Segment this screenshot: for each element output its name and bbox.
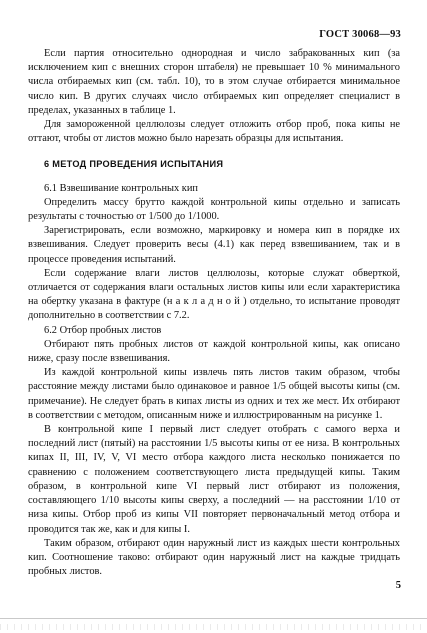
section-title: 6 МЕТОД ПРОВЕДЕНИЯ ИСПЫТАНИЯ xyxy=(44,159,224,170)
paragraph-outer-sheet-ratio: Таким образом, отбирают один наружный лист из каждых шести контрольных кип. Соотношение таково: отбирают один наружный лист на каждые тридцать пробных листов. xyxy=(28,537,400,578)
paragraph-batch-uniformity: Если партия относительно однородная и число забракованных кип (за исключением кип с внешних сторон штабеля) не превышает 10 % минимального числа отбираемых кип (см. табл. 10), то в этом случае отбирается минимальное число кип. В других случаях число отбираемых кип определяет специалист в пределах, указанных в таблице 1. xyxy=(28,48,400,116)
paragraph-frozen-pulp: Для замороженной целлюлозы следует отложить отбор проб, пока кипы не оттают, чтобы от листов можно было нарезать образцы для испытания. xyxy=(28,119,400,145)
page-content xyxy=(28,47,400,579)
subsection-title-sampling: 6.2 Отбор пробных листов xyxy=(44,324,162,336)
paragraph-register-marking: Зарегистрировать, если возможно, маркировку и номера кип в порядке их взвешивания. Следует проверить весы (4.1) как перед взвешиванием, так и в процессе проведения испытаний. xyxy=(28,225,400,265)
paragraph-bale-positions: В контрольной кипе I первый лист следует отобрать с самого верха и последний лист (пятый) на расстоянии 1/5 высоты кипы от ее низа. В контрольных кипах II, III, IV, V, VI место отбора каждого листа несколько понижается по сравнению с положением соответствующего листа предыдущей кипы. Таким образом, в контрольной кипе VI первый лист отбирают из положения, составляющего 1/10 высоты кипы сверху, а последний — на расстоянии 1/10 от низа кипы. Отбор проб из кипы VII повторяет первоначальный метод отбора и проводится так же, как и для кипы I. xyxy=(28,424,400,535)
paragraph-gross-mass: Определить массу брутто каждой контрольной кипы отдельно и записать результаты с точностью от 1/500 до 1/1000. xyxy=(28,196,400,223)
paragraph-wrapper-moisture: Если содержание влаги листов целлюлозы, которые служат обверткой, отличается от содержания влаги остальных листов кипы или если характеристика на обертку указана в фактуре (н а к л а д н о й ) отдельно, то испытание проводят дополнительно в соответствии с 7.2. xyxy=(28,267,400,322)
scan-edge-texture xyxy=(0,624,427,630)
subsection-title-weighing: 6.1 Взвешивание контрольных кип xyxy=(44,182,198,194)
bottom-divider xyxy=(0,618,427,619)
document-code: ГОСТ 30068—93 xyxy=(319,29,401,40)
paragraph-sheet-spacing: Из каждой контрольной кипы извлечь пять листов таким образом, чтобы расстояние между листами было одинаковое и равное 1/5 общей высоты кипы (см. примечание). Не следует брать в кипах листы из одних и тех же мест. Их отбирают в соответствии с методом, описанным ниже и иллюстрированным на рисунке 1. xyxy=(28,367,400,421)
page-number: 5 xyxy=(395,580,401,591)
paragraph-five-sheets: Отбирают пять пробных листов от каждой контрольной кипы, как описано ниже, сразу после взвешивания. xyxy=(28,338,400,365)
